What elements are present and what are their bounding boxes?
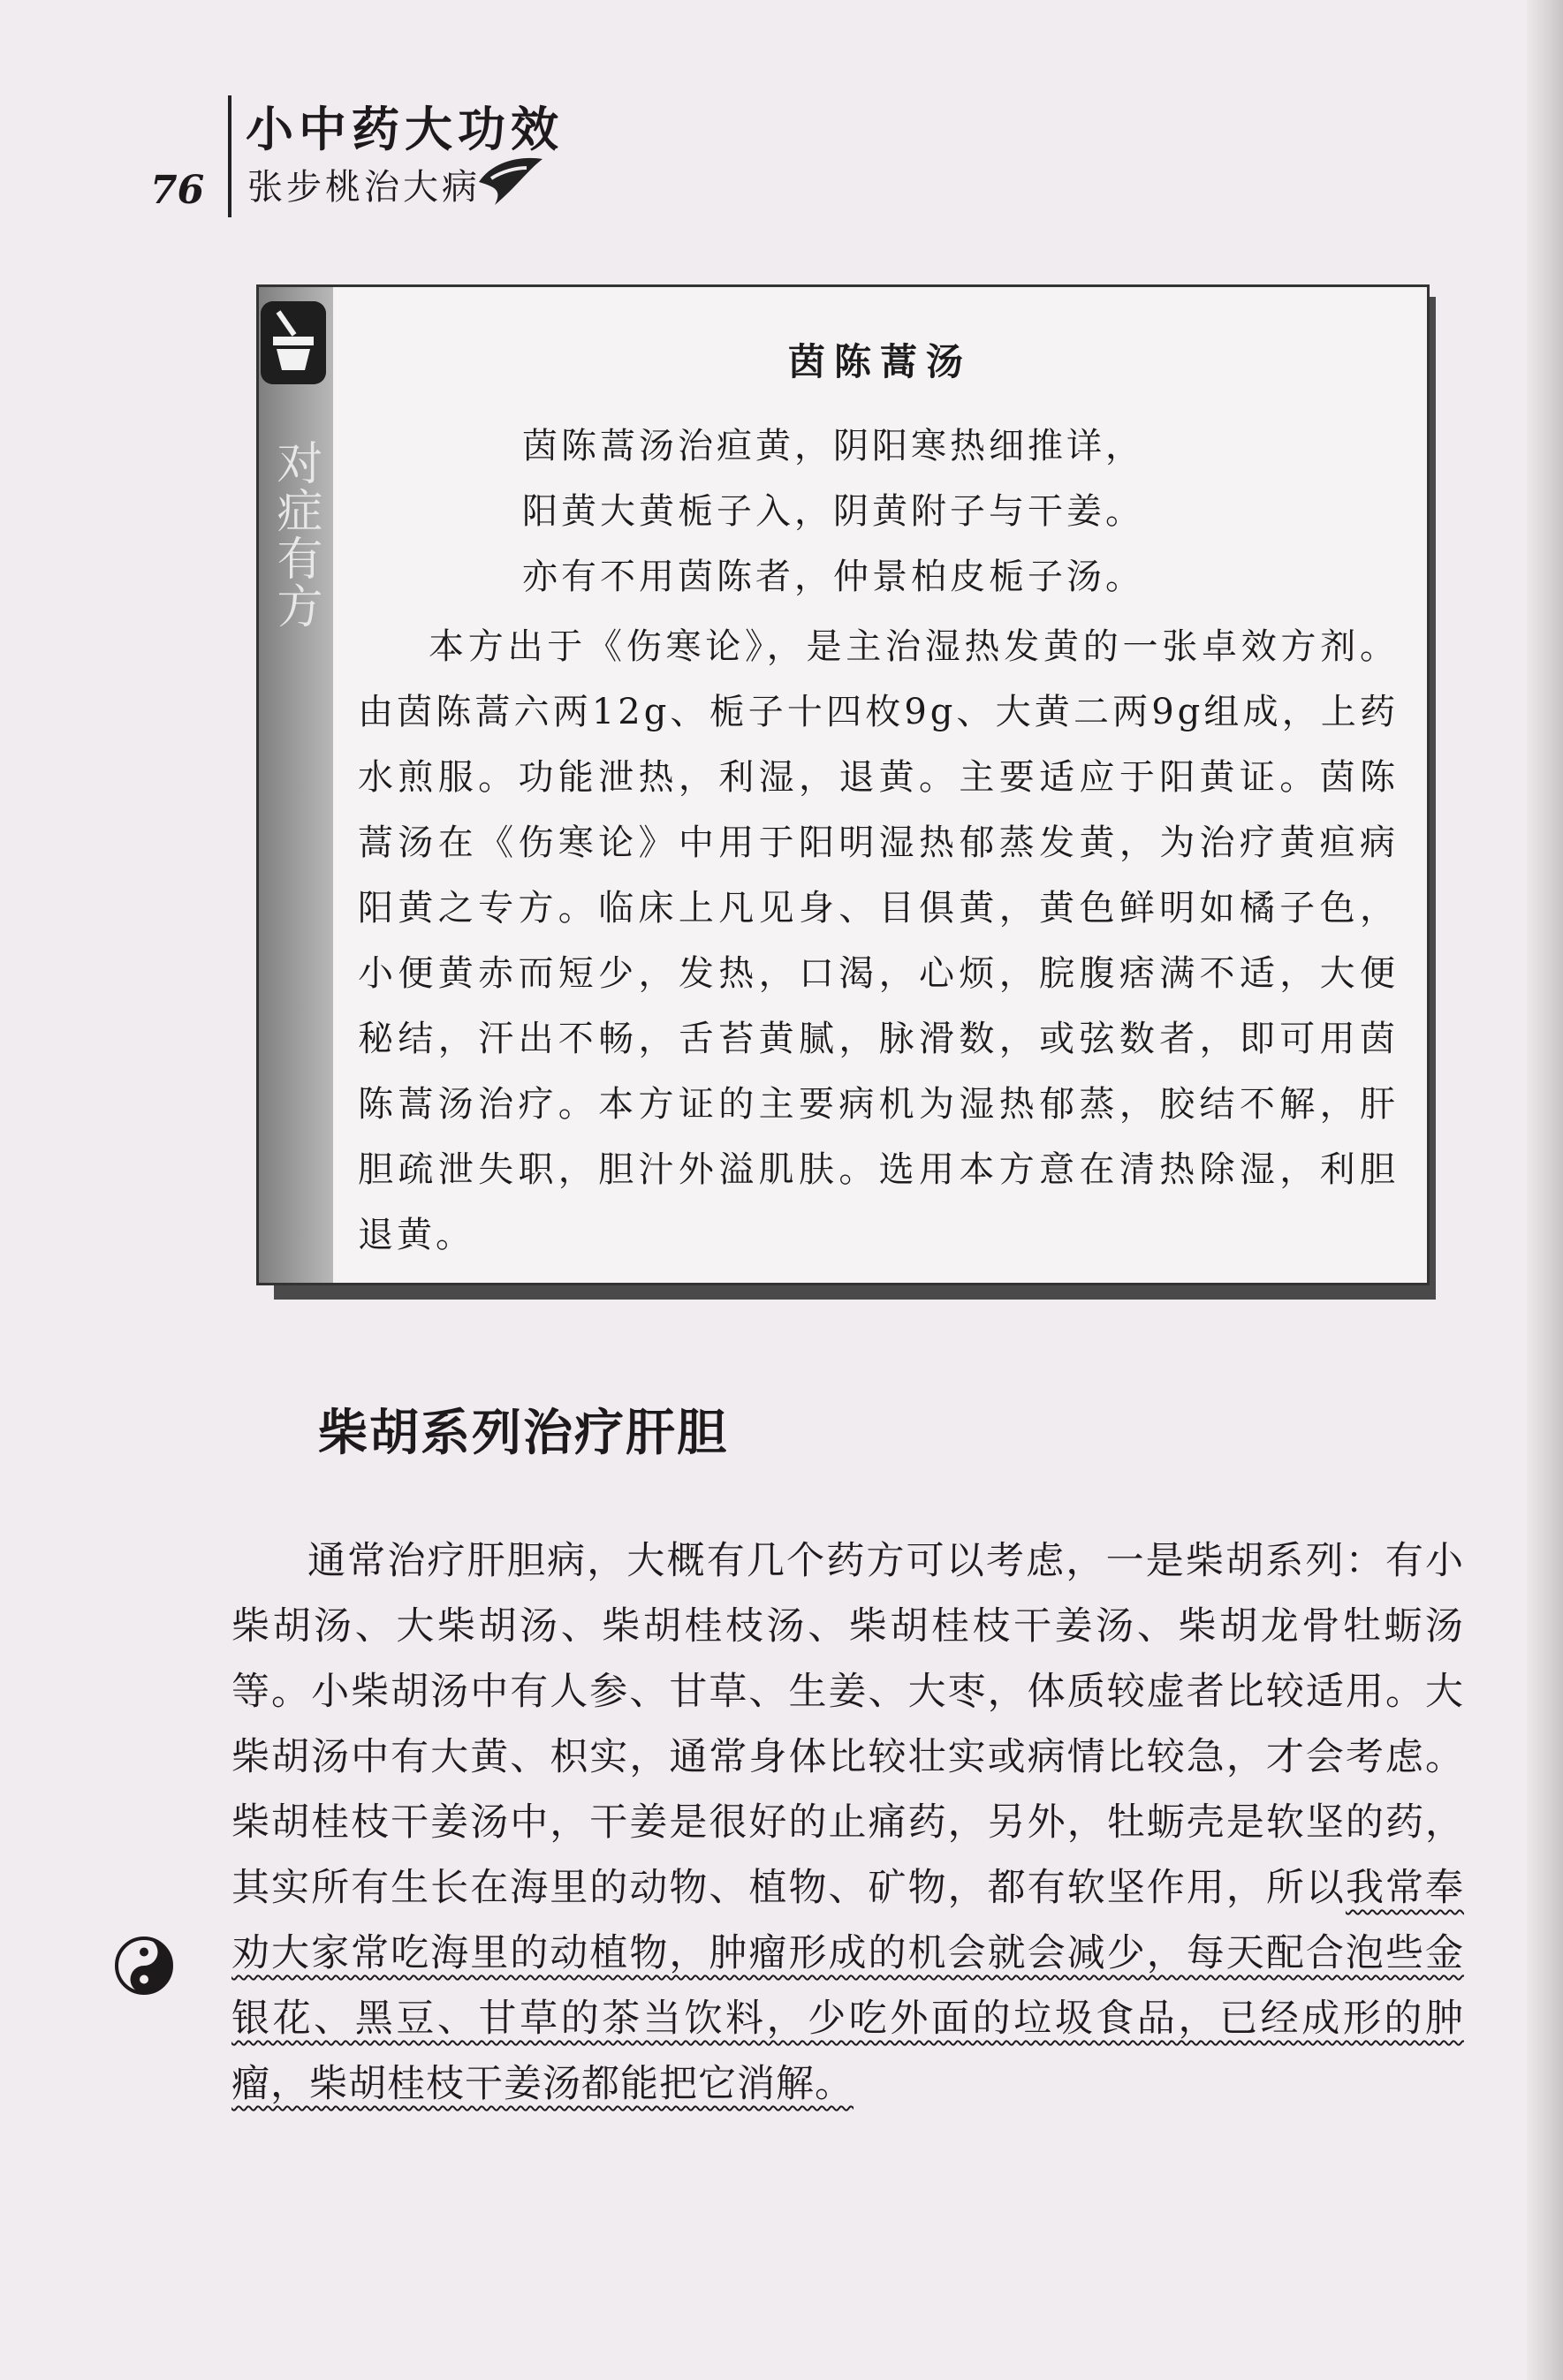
- verse-line: 亦有不用茵陈者，仲景柏皮栀子汤。: [522, 557, 1144, 597]
- underlined-text: 我常奉劝大家常吃海里的动植物，肿瘤形成的机会就会减少，每天配合泡些金银花、黑豆、甘草的茶当饮料，少吃外面的垃圾食品，已经成形的肿瘤，柴胡桂枝干姜汤都能把它消解。: [231, 1866, 1465, 2106]
- page-edge: [1527, 0, 1563, 2380]
- tab-label: 对症有方: [269, 439, 322, 630]
- body-text: 通常治疗肝胆病，大概有几个药方可以考虑，一是柴胡系列：有小柴胡汤、大柴胡汤、柴胡桂枝汤、柴胡桂枝干姜汤、柴胡龙骨牡蛎汤等。小柴胡汤中有人参、甘草、生姜、大枣，体质较虚者比较适用。大柴胡汤中有大黄、枳实，通常身体比较壮实或病情比较急，才会考虑。柴胡桂枝干姜汤中，干姜是很好的止痛药，另外，牡蛎壳是软坚的药，其实所有生长在海里的动物、植物、矿物，都有软坚作用，所以: [231, 1539, 1464, 1910]
- formula-description: [358, 614, 1399, 1268]
- body-paragraph: [231, 1528, 1464, 2117]
- header-divider: [228, 95, 231, 217]
- book-subtitle: 张步桃治大病: [247, 167, 481, 208]
- yin-yang-icon: [113, 1935, 175, 1997]
- formula-box: [256, 284, 1430, 1285]
- section-body: [231, 1528, 1464, 2117]
- brush-icon: [475, 152, 546, 210]
- side-tab: [259, 287, 333, 1283]
- verse-line: 阳黄大黄栀子入，阴黄附子与干姜。: [522, 491, 1144, 532]
- verse-line: 茵陈蒿汤治疸黄，阴阳寒热细推详，: [522, 426, 1144, 466]
- mortar-icon: [261, 301, 326, 384]
- formula-paragraph: 本方出于《伤寒论》，是主治湿热发黄的一张卓效方剂。由茵陈蒿六两12g、栀子十四枚9g、大黄二两9g组成，上药水煎服。功能泄热，利湿，退黄。主要适应于阳黄证。茵陈蒿汤在《伤寒论》中用于阳明湿热郁蒸发黄，为治疗黄疸病阳黄之专方。临床上凡见身、目俱黄，黄色鲜明如橘子色，小便黄赤而短少，发热，口渴，心烦，脘腹痞满不适，大便秘结，汗出不畅，舌苔黄腻，脉滑数，或弦数者，即可用茵陈蒿汤治疗。本方证的主要病机为湿热郁蒸，胶结不解，肝胆疏泄失职，胆汁外溢肌肤。选用本方意在清热除湿，利胆退黄。: [358, 626, 1399, 1255]
- section-heading: 柴胡系列治疗肝胆: [318, 1405, 728, 1462]
- book-title: 小中药大功效: [246, 102, 564, 157]
- page-number: 76: [150, 168, 205, 213]
- formula-title: 茵陈蒿汤: [787, 340, 972, 383]
